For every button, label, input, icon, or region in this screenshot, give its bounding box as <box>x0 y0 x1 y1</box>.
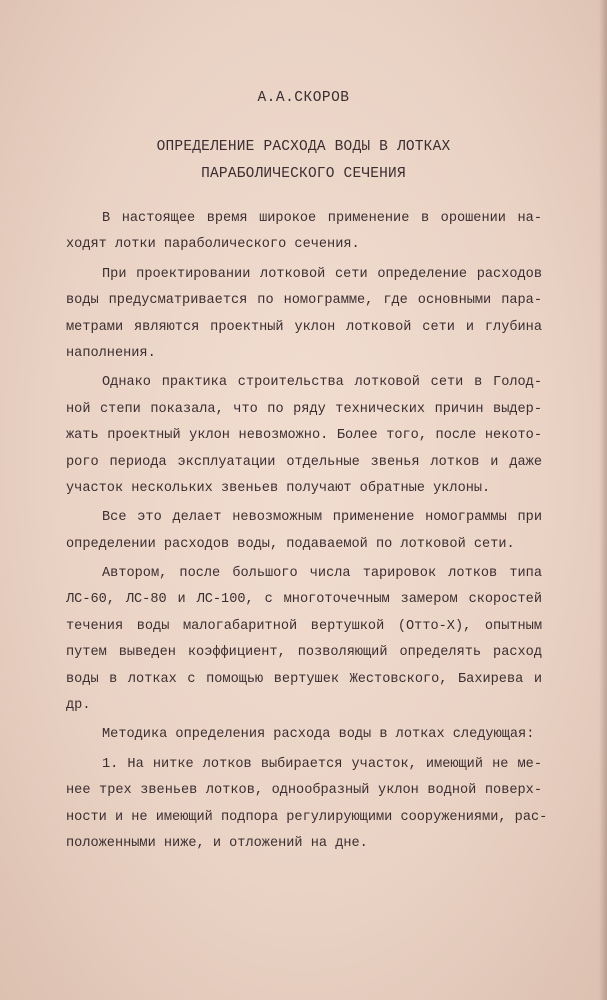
paragraph <box>66 206 542 259</box>
text-line: нее трех звеньев лотков, однообразный уклон водной поверх- <box>66 783 542 799</box>
paragraph <box>66 505 542 558</box>
title-line: ОПРЕДЕЛЕНИЕ РАСХОДА ВОДЫ В ЛОТКАХ <box>156 139 451 155</box>
text-line: Все это делает невозможным применение номограммы при <box>102 510 542 526</box>
text-line: Автором, после большого числа тарировок лотков типа <box>102 566 542 582</box>
text-line: течения воды малогабаритной вертушкой (Отто-Х), опытным <box>66 618 542 634</box>
paragraph <box>66 262 542 368</box>
text-line: воды предусматривается по номограмме, где основными пара- <box>66 293 542 309</box>
text-line: метрами являются проектный уклон лотковой сети и глубина <box>66 319 542 335</box>
article-title <box>0 134 607 188</box>
text-line: ности и не имеющий подпора регулирующими сооружениями, рас- <box>66 809 548 825</box>
text-line: воды в лотках с помощью вертушек Жестовского, Бахирева и <box>66 671 542 687</box>
text-line: др. <box>66 698 91 714</box>
text-line: путем выведен коэффициент, позволяющий определять расход <box>66 645 542 661</box>
text-line: жать проектный уклон невозможно. Более того, после некото- <box>66 428 542 444</box>
text-line: участок нескольких звеньев получают обратные уклоны. <box>66 480 491 496</box>
text-line: определении расходов воды, подаваемой по лотковой сети. <box>66 536 515 552</box>
article-body <box>66 206 548 857</box>
paragraph <box>66 722 542 748</box>
text-line: рого периода эксплуатации отдельные звенья лотков и даже <box>66 454 542 470</box>
text-line: ной степи показала, что по ряду технических причин выдер- <box>66 401 542 417</box>
paragraph <box>66 370 542 502</box>
text-line: ЛС-60, ЛС-80 и ЛС-100, с многоточечным замером скоростей <box>66 592 542 608</box>
text-line: В настоящее время широкое применение в орошении на- <box>102 211 542 226</box>
author-name: А.А.СКОРОВ <box>257 90 350 106</box>
text-line: Однако практика строительства лотковой сети в Голод- <box>102 375 542 391</box>
text-line: ходят лотки параболического сечения. <box>66 237 360 253</box>
text-line: наполнения. <box>66 345 156 361</box>
text-line: 1. На нитке лотков выбирается участок, имеющий не ме- <box>102 756 542 772</box>
title-line: ПАРАБОЛИЧЕСКОГО СЕЧЕНИЯ <box>201 166 406 182</box>
text-line: Методика определения расхода воды в лотках следующая: <box>102 727 535 743</box>
paragraph <box>66 752 548 858</box>
paragraph <box>66 561 542 719</box>
text-line: положенными ниже, и отложений на дне. <box>66 835 368 851</box>
text-line: При проектировании лотковой сети определение расходов <box>102 266 542 282</box>
